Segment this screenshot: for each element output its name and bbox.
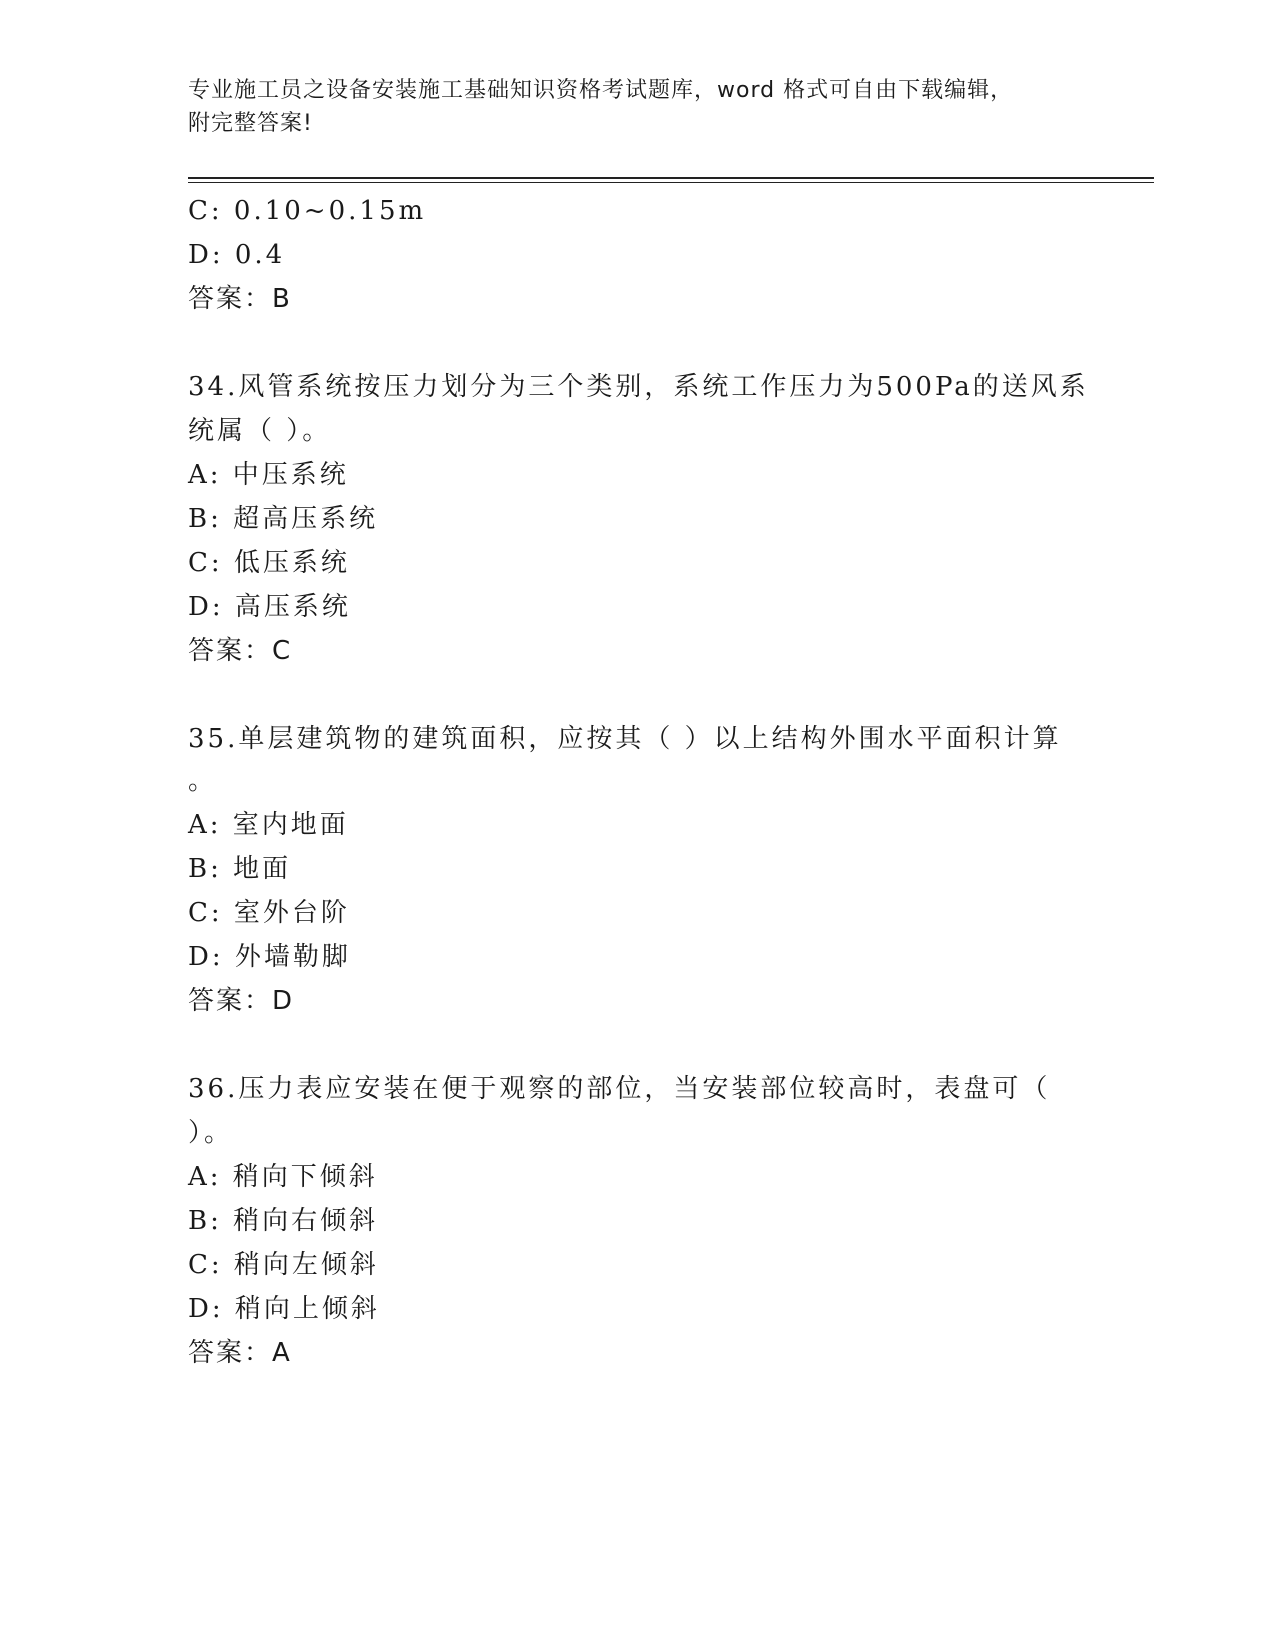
q36-option-a: A: 稍向下倾斜 [188, 1162, 378, 1192]
q34-option-b: B: 超高压系统 [188, 504, 379, 534]
q36-stem-line-2: ）。 [188, 1118, 234, 1148]
q36-answer: 答案：A [188, 1338, 292, 1368]
prev-option-d: D: 0.4 [188, 240, 286, 270]
q35-stem-line-1: 35.单层建筑物的建筑面积，应按其（ ）以上结构外围水平面积计算 [188, 724, 1062, 754]
q34-option-a: A: 中压系统 [188, 460, 349, 490]
document-header [188, 74, 1088, 140]
prev-answer: 答案：B [188, 284, 292, 314]
q36-stem-line-1: 36.压力表应安装在便于观察的部位，当安装部位较高时，表盘可（ [188, 1074, 1051, 1104]
q36-option-b: B: 稍向右倾斜 [188, 1206, 379, 1236]
header-line-1: 专业施工员之设备安装施工基础知识资格考试题库，word 格式可自由下载编辑， [188, 78, 1014, 103]
q36-option-d: D: 稍向上倾斜 [188, 1294, 380, 1324]
q36-option-c: C: 稍向左倾斜 [188, 1250, 379, 1280]
q35-option-a: A: 室内地面 [188, 810, 349, 840]
header-divider-thin [188, 182, 1154, 183]
q34-answer: 答案：C [188, 636, 293, 666]
q35-option-d: D: 外墙勒脚 [188, 942, 351, 972]
header-divider-thick [188, 177, 1154, 179]
q35-stem-line-2: 。 [188, 766, 218, 796]
q34-option-c: C: 低压系统 [188, 548, 350, 578]
q35-option-b: B: 地面 [188, 854, 292, 884]
q34-option-d: D: 高压系统 [188, 592, 351, 622]
q34-stem-line-2: 统属（ ）。 [188, 416, 332, 446]
prev-option-c: C: 0.10~0.15m [188, 196, 427, 226]
q35-answer: 答案：D [188, 986, 295, 1016]
header-line-2: 附完整答案! [188, 111, 313, 136]
q35-option-c: C: 室外台阶 [188, 898, 350, 928]
q34-stem-line-1: 34.风管系统按压力划分为三个类别，系统工作压力为500Pa的送风系 [188, 372, 1089, 402]
